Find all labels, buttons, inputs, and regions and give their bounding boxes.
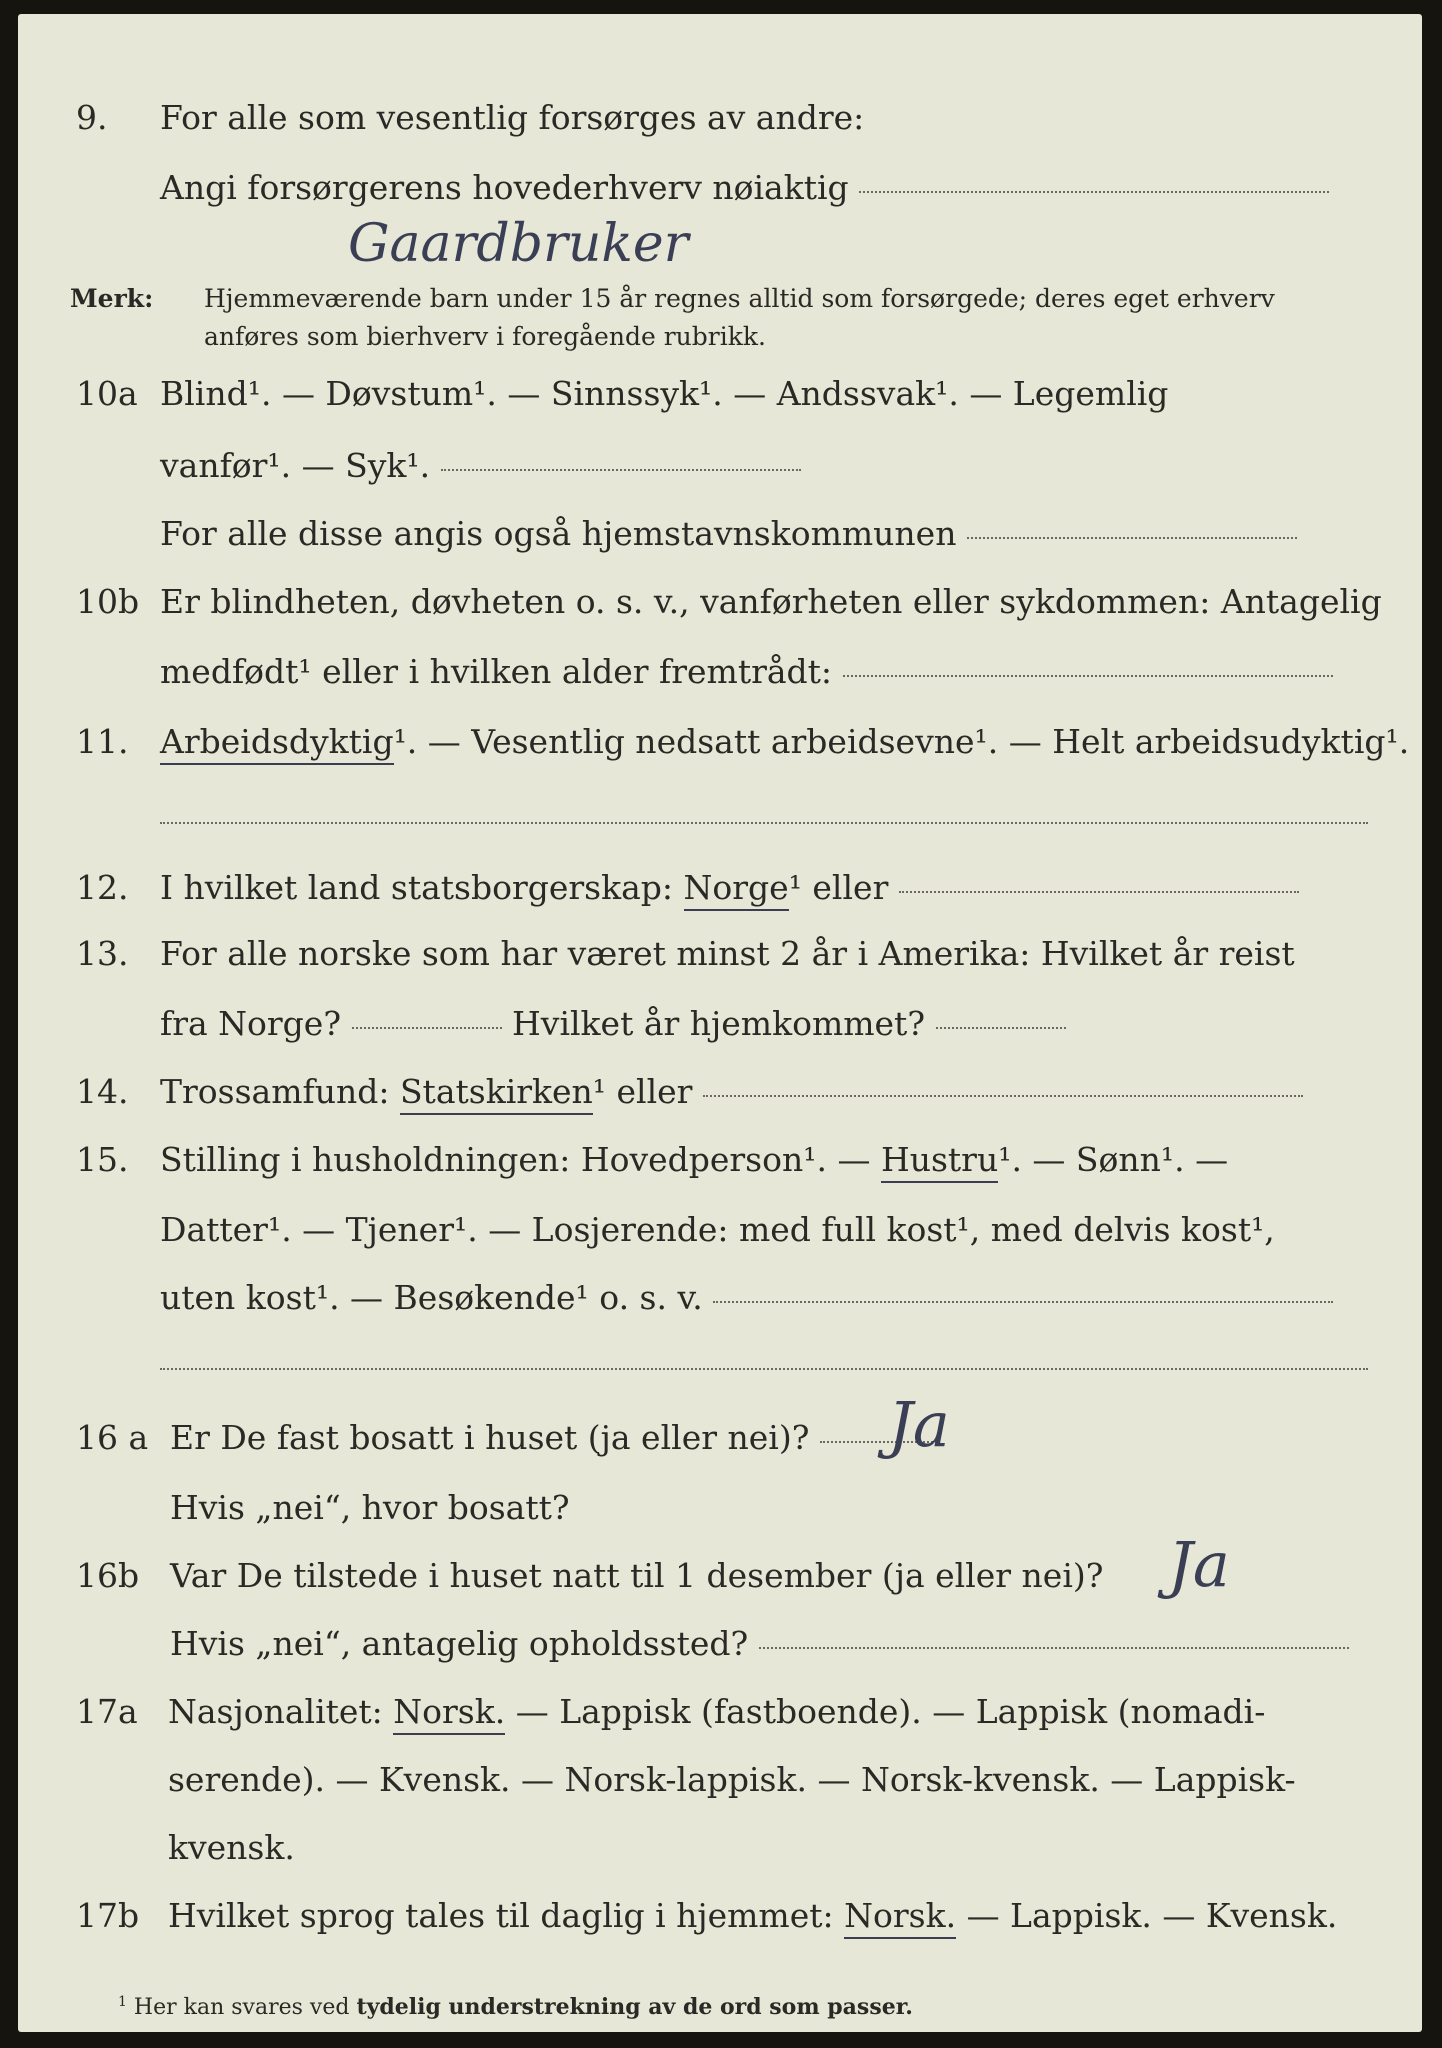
q10a-line3-text: For alle disse angis også hjemstavnskommunen <box>160 514 957 553</box>
q17b-line <box>168 1896 1337 1936</box>
q12-answer-line <box>899 891 1299 893</box>
q13-line1: For alle norske som har været minst 2 år i Amerika: Hvilket år reist <box>160 934 1295 973</box>
q16b-handwritten-answer: Ja <box>1168 1528 1230 1601</box>
q15-number: 15. <box>76 1140 129 1179</box>
q17b-rest: — Lappisk. — Kvensk. <box>956 1896 1338 1935</box>
q9-question: For alle som vesentlig forsørges av andre: <box>160 98 865 137</box>
q10b-line2-text: medfødt¹ eller i hvilken alder fremtrådt: <box>160 652 833 691</box>
q12-line <box>160 868 1299 908</box>
q14-text: Trossamfund: <box>160 1072 400 1111</box>
q12-rest: ¹ eller <box>788 868 889 907</box>
q13-reist-line <box>352 1027 502 1029</box>
q17a-underlined-option: Norsk. <box>393 1692 505 1735</box>
q10b-line2 <box>160 652 1333 692</box>
q10a-home-line <box>967 537 1297 539</box>
q15-line3-text: uten kost¹. — Besøkende¹ o. s. v. <box>160 1278 703 1317</box>
q10b-line1: Er blindheten, døvheten o. s. v., vanførheten eller sykdommen: Antagelig <box>160 582 1382 621</box>
q15-line3 <box>160 1278 1333 1318</box>
q9-number: 9. <box>76 98 108 137</box>
q15-line1-rest: ¹. — Sønn¹. — <box>998 1140 1229 1179</box>
q15-extra-line <box>160 1368 1368 1370</box>
q12-underlined-option: Norge <box>684 868 789 911</box>
q10b-answer-line <box>843 675 1333 677</box>
q10a-number: 10a <box>76 374 138 413</box>
q10a-line2 <box>160 446 801 486</box>
census-form-page <box>18 14 1422 2032</box>
footnote-bold-text: tydelig understrekning av de ord som passer. <box>356 1994 913 2020</box>
q15-line2: Datter¹. — Tjener¹. — Losjerende: med full kost¹, med delvis kost¹, <box>160 1210 1275 1249</box>
q15-underlined-option: Hustru <box>881 1140 998 1183</box>
q17a-line1 <box>168 1692 1265 1732</box>
q17b-text: Hvilket sprog tales til daglig i hjemmet: <box>168 1896 845 1935</box>
q11-answer-line <box>160 822 1368 824</box>
q9-instruction <box>160 168 1329 208</box>
q17a-line1-text: Nasjonalitet: <box>168 1692 394 1731</box>
footnote <box>118 1988 913 2022</box>
q13-number: 13. <box>76 934 129 973</box>
q13-reist-text: fra Norge? <box>160 1004 342 1043</box>
merk-text-line1: Hjemmeværende barn under 15 år regnes alltid som forsørgede; deres eget erhverv <box>204 284 1275 313</box>
q14-line <box>160 1072 1303 1112</box>
q16a-line2: Hvis „nei“, hvor bosatt? <box>170 1488 570 1527</box>
q11-line1-rest: ¹. — Vesentlig nedsatt arbeidsevne¹. — Helt arbeidsudyktig¹. <box>393 722 1410 761</box>
q14-answer-line <box>703 1095 1303 1097</box>
q11-number: 11. <box>76 722 129 761</box>
merk-text-line2: anføres som bierhverv i foregående rubrikk. <box>204 322 766 351</box>
q15-answer-line <box>713 1301 1333 1303</box>
q9-handwritten-answer: Gaardbruker <box>348 214 689 274</box>
q17a-line1-rest: — Lappisk (fastboende). — Lappisk (nomadi- <box>505 1692 1266 1731</box>
footnote-mark: 1 <box>118 1994 127 2010</box>
q17b-underlined-option: Norsk. <box>844 1896 956 1939</box>
q13-hjemkommet-line <box>936 1027 1066 1029</box>
q17a-line3: kvensk. <box>168 1828 295 1867</box>
q11-underlined-option: Arbeidsdyktig <box>160 722 394 765</box>
q10a-line2-text: vanfør¹. — Syk¹. <box>160 446 431 485</box>
q9-answer-line <box>859 191 1329 193</box>
q10a-line1: Blind¹. — Døvstum¹. — Sinnssyk¹. — Andssvak¹. — Legemlig <box>160 374 1169 413</box>
q11-line1 <box>160 722 1409 762</box>
q13-line2 <box>160 1004 1066 1044</box>
q13-hjemkommet-text: Hvilket år hjemkommet? <box>512 1004 926 1043</box>
q12-number: 12. <box>76 868 129 907</box>
q14-underlined-option: Statskirken <box>400 1072 593 1115</box>
q17a-line2: serende). — Kvensk. — Norsk-lappisk. — Norsk-kvensk. — Lappisk- <box>168 1760 1296 1799</box>
q16b-line2 <box>170 1624 1349 1664</box>
q9-instruction-text: Angi forsørgerens hovederhverv nøiaktig <box>160 168 849 207</box>
q16b-line1 <box>170 1556 1103 1596</box>
merk-label: Merk: <box>70 284 154 313</box>
q10a-line3 <box>160 514 1297 554</box>
q17a-number: 17a <box>76 1692 138 1731</box>
q14-number: 14. <box>76 1072 129 1111</box>
footnote-text: Her kan svares ved <box>133 1995 357 2020</box>
q16b-answer-line <box>759 1647 1349 1649</box>
q16b-number: 16b <box>76 1556 140 1595</box>
q16a-number: 16 a <box>76 1418 149 1457</box>
q16a-handwritten-answer: Ja <box>888 1388 950 1461</box>
q16a-question: Er De fast bosatt i huset (ja eller nei)? <box>170 1418 810 1457</box>
q16b-question: Var De tilstede i huset natt til 1 desember (ja eller nei)? <box>170 1556 1104 1595</box>
q10b-number: 10b <box>76 582 140 621</box>
q10a-answer-line <box>441 469 801 471</box>
q14-rest: ¹ eller <box>592 1072 693 1111</box>
q17b-number: 17b <box>76 1896 140 1935</box>
q15-line1 <box>160 1140 1228 1180</box>
q16b-line2-text: Hvis „nei“, antagelig opholdssted? <box>170 1624 749 1663</box>
q16a-line1 <box>170 1418 940 1458</box>
q15-line1-text: Stilling i husholdningen: Hovedperson¹. — <box>160 1140 881 1179</box>
q12-text: I hvilket land statsborgerskap: <box>160 868 684 907</box>
